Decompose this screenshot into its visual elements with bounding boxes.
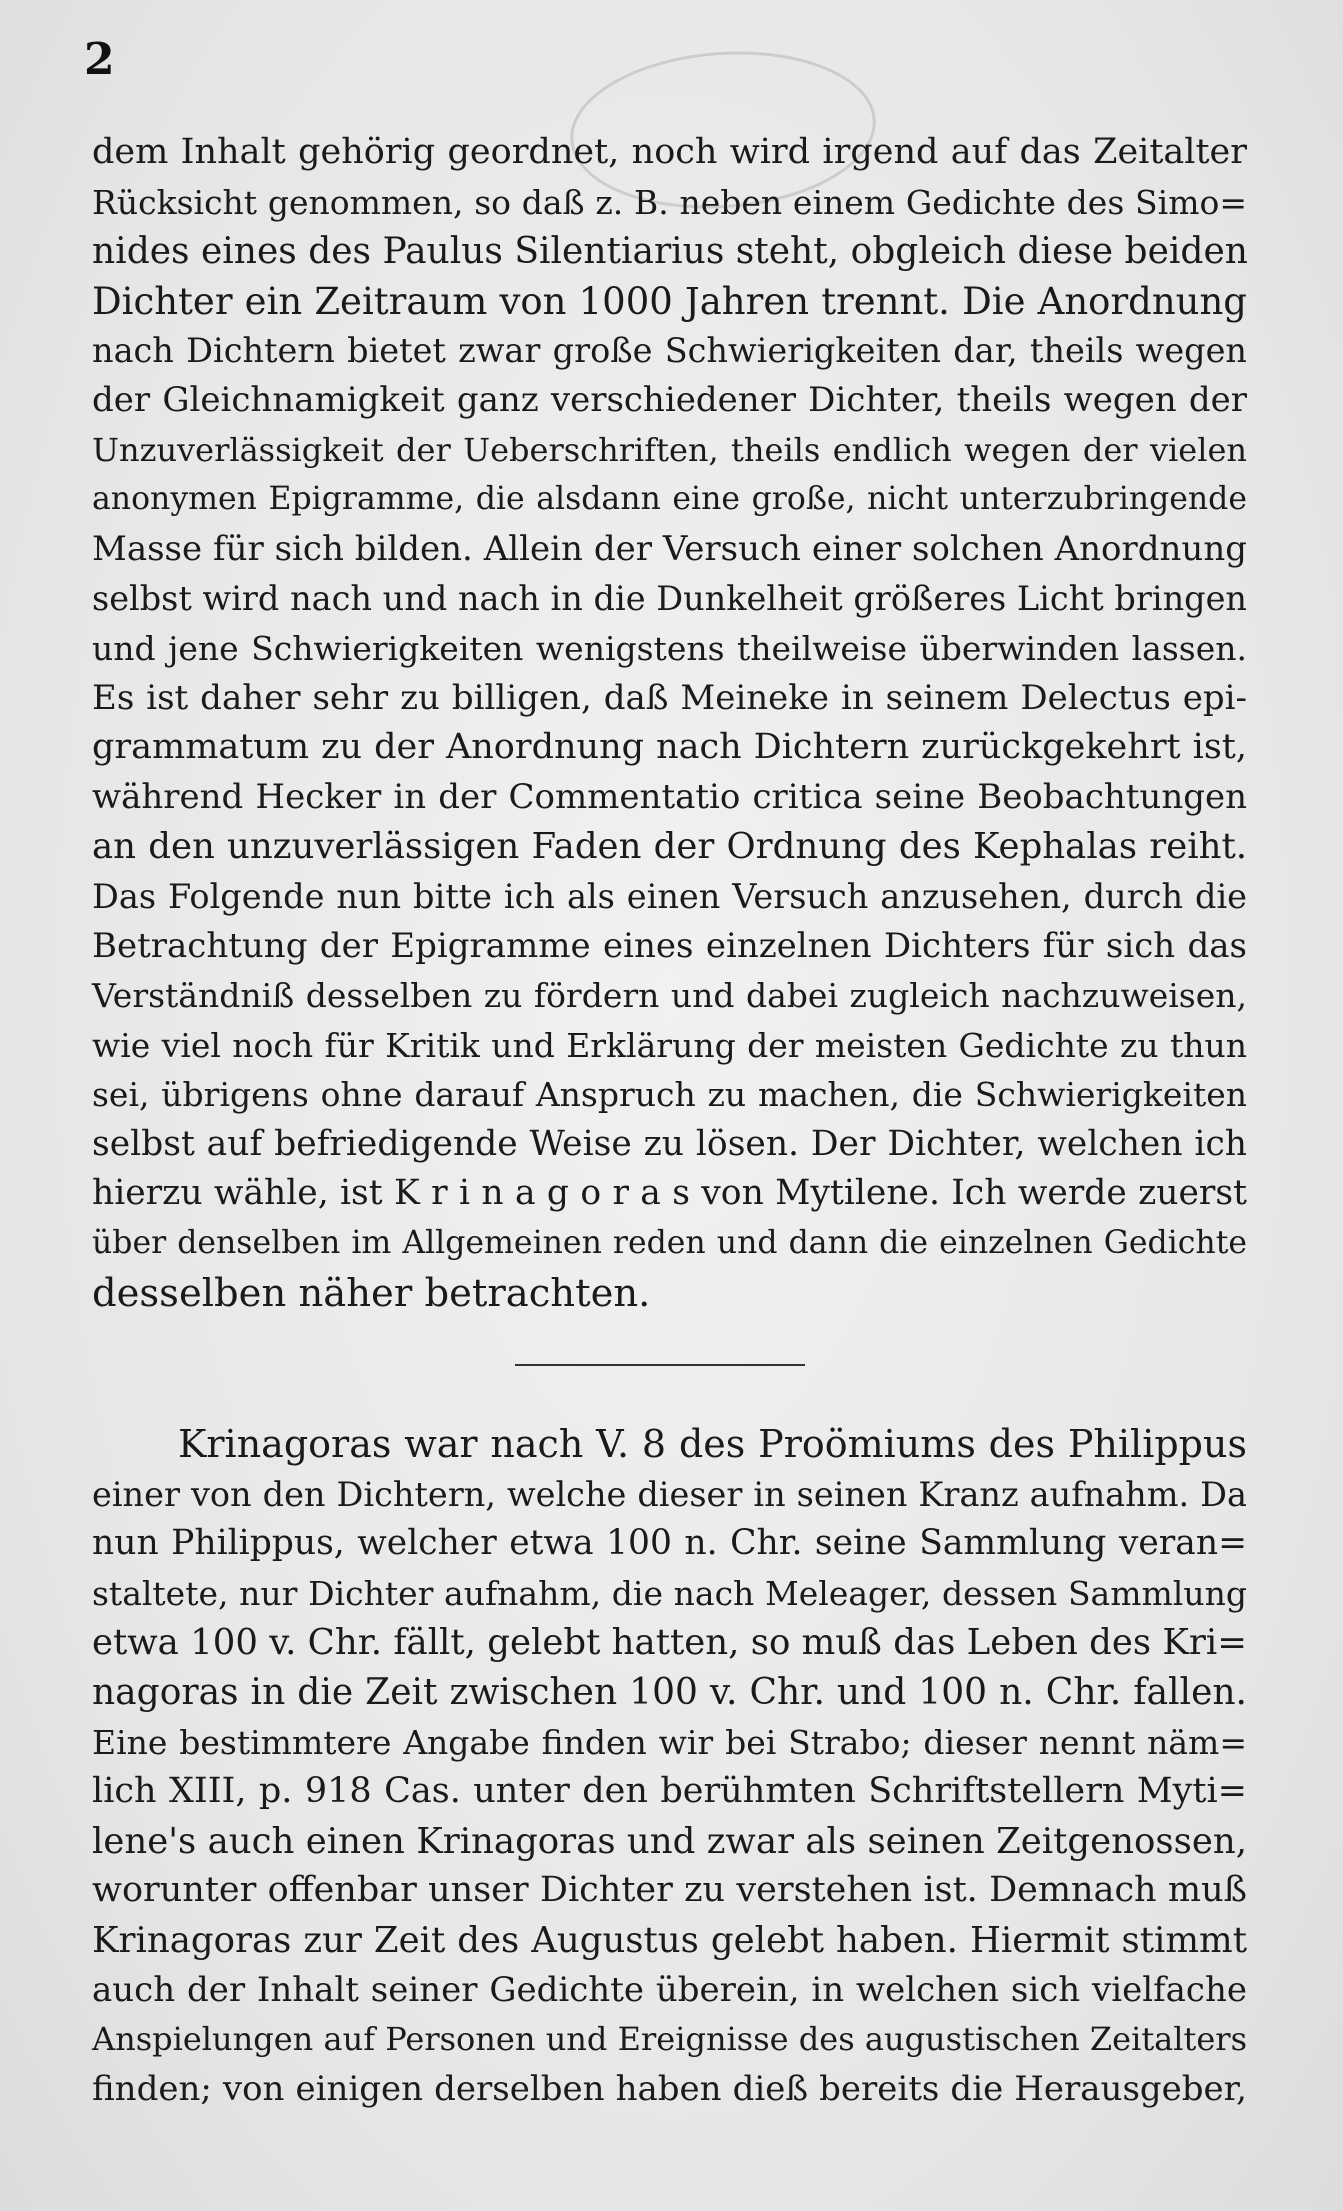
text-line: an den unzuverlässigen Faden der Ordnung des Kephalas reiht. — [92, 826, 1247, 868]
text-line: Rücksicht genommen, so daß z. B. neben einem Gedichte des Simo= — [92, 182, 1247, 222]
text-line: nach Dichtern bietet zwar große Schwierigkeiten dar, theils wegen — [92, 331, 1247, 371]
page-number: 2 — [84, 34, 115, 85]
text-line: grammatum zu der Anordnung nach Dichtern zurückgekehrt ist, — [92, 727, 1247, 768]
text-line: einer von den Dichtern, welche dieser in seinen Kranz aufnahm. Da — [92, 1474, 1247, 1514]
text-line: Masse für sich bilden. Allein der Versuch einer solchen Anordnung — [92, 528, 1247, 569]
text-line: staltete, nur Dichter aufnahm, die nach Meleager, dessen Sammlung — [92, 1573, 1247, 1613]
text-line: Dichter ein Zeitraum von 1000 Jahren trennt. Die Anordnung — [92, 279, 1247, 323]
text-line: nides eines des Paulus Silentiarius steht, obgleich diese beiden — [92, 231, 1248, 273]
text-line: auch der Inhalt seiner Gedichte überein, in welchen sich vielfache — [92, 1969, 1247, 2010]
text-line: finden; von einigen derselben haben dieß bereits die Herausgeber, — [92, 2068, 1247, 2109]
text-line: Unzuverlässigkeit der Ueberschriften, theils endlich wegen der vielen — [92, 430, 1247, 469]
text-line: Verständniß desselben zu fördern und dabei zugleich nachzuweisen, — [92, 976, 1247, 1016]
text-line: Das Folgende nun bitte ich als einen Versuch anzusehen, durch die — [92, 876, 1247, 916]
text-line: desselben näher betrachten. — [92, 1270, 651, 1316]
text-line: selbst auf befriedigende Weise zu lösen. Der Dichter, welchen ich — [92, 1123, 1247, 1164]
text-line: anonymen Epigramme, die alsdann eine große, nicht unterzubringende — [92, 481, 1247, 518]
text-line: Es ist daher sehr zu billigen, daß Meineke in seinem Delectus epi- — [92, 677, 1247, 718]
text-line: nun Philippus, welcher etwa 100 n. Chr. seine Sammlung veran= — [92, 1523, 1247, 1564]
text-line: selbst wird nach und nach in die Dunkelheit größeres Licht bringen — [92, 579, 1247, 619]
text-line: Anspielungen auf Personen und Ereignisse des augustischen Zeitalters — [92, 2020, 1247, 2059]
text-line: hierzu wähle, ist K r i n a g o r a s von Mytilene. Ich werde zuerst — [92, 1173, 1247, 1214]
section-divider — [515, 1364, 805, 1366]
text-line: über denselben im Allgemeinen reden und dann die einzelnen Gedichte — [92, 1225, 1247, 1262]
text-line: der Gleichnamigkeit ganz verschiedener Dichter, theils wegen der — [92, 379, 1247, 420]
text-line: lich XIII, p. 918 Cas. unter den berühmten Schriftstellern Myti= — [92, 1771, 1247, 1812]
text-line: wie viel noch für Kritik und Erklärung der meisten Gedichte zu thun — [92, 1025, 1247, 1065]
text-line: lene's auch einen Krinagoras und zwar als seinen Zeitgenossen, — [92, 1820, 1247, 1862]
text-line: Krinagoras war nach V. 8 des Proömiums des Philippus — [178, 1422, 1247, 1466]
paragraph-2 — [92, 1420, 1247, 2114]
text-line: sei, übrigens ohne darauf Anspruch zu machen, die Schwierigkeiten — [92, 1075, 1247, 1115]
paragraph-1 — [92, 128, 1247, 1318]
text-line: nagoras in die Zeit zwischen 100 v. Chr. und 100 n. Chr. fallen. — [92, 1671, 1247, 1713]
text-line: worunter offenbar unser Dichter zu verstehen ist. Demnach muß — [92, 1870, 1247, 1911]
text-line: Krinagoras zur Zeit des Augustus gelebt haben. Hiermit stimmt — [92, 1919, 1247, 1961]
text-line: dem Inhalt gehörig geordnet, noch wird irgend auf das Zeitalter — [92, 132, 1247, 172]
text-line: während Hecker in der Commentatio critica seine Beobachtungen — [92, 776, 1247, 817]
text-line: Betrachtung der Epigramme eines einzelnen Dichters für sich das — [92, 925, 1247, 966]
text-line: und jene Schwierigkeiten wenigstens theilweise überwinden lassen. — [92, 628, 1247, 668]
text-line: etwa 100 v. Chr. fällt, gelebt hatten, so muß das Leben des Kri= — [92, 1622, 1247, 1664]
text-line: Eine bestimmtere Angabe finden wir bei Strabo; dieser nennt näm= — [92, 1722, 1247, 1762]
